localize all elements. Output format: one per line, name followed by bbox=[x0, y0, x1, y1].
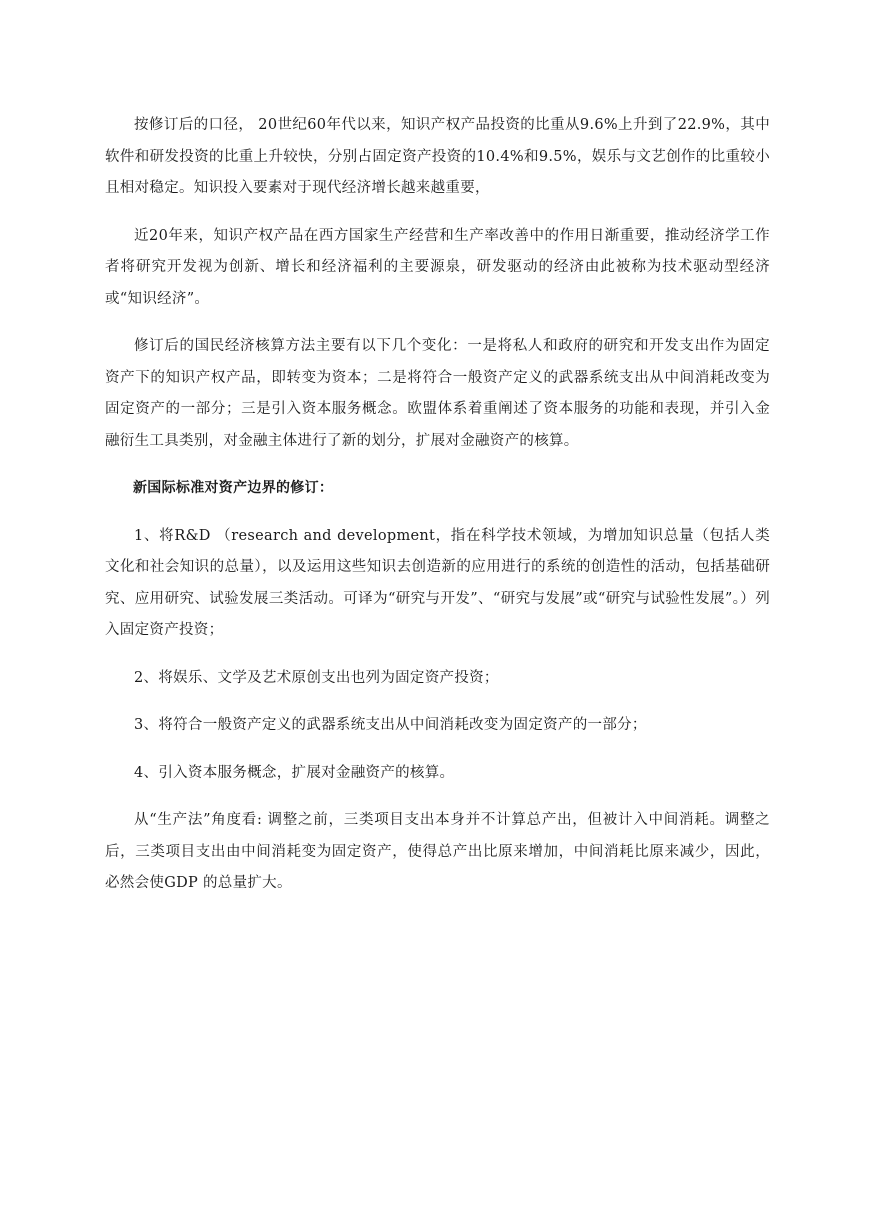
list-item-entertainment: 2、将娱乐、文学及艺术原创支出也列为固定资产投资； bbox=[134, 669, 499, 686]
paragraph-accounting-changes: 修订后的国民经济核算方法主要有以下几个变化：一是将私人和政府的研究和开发支出作为固定资产下的知识产权产品，即转变为资本；二是将符合一般资产定义的武器系统支出从中间消耗改变为固定资产的一部分；三是引入资本服务概念。欧盟体系着重阐述了资本服务的功能和表现，并引入金融衍生工具类别，对金融主体进行了新的划分，扩展对金融资产的核算。 bbox=[105, 338, 770, 449]
list-item-capital-services: 4、引入资本服务概念，扩展对金融资产的核算。 bbox=[134, 764, 455, 781]
section-heading: 新国际标准对资产边界的修订： bbox=[133, 480, 334, 496]
document-page bbox=[105, 110, 770, 916]
list-item-rnd: 1、将R&D （research and development，指在科学技术领域，为增加知识总量（包括人类文化和社会知识的总量），以及运用这些知识去创造新的应用进行的系统的创造性的活动，包括基础研究、应用研究、试验发展三类活动。可译为“研究与开发”、“研究与发展”或“研究与试验性发展”。）列入固定资产投资； bbox=[105, 527, 770, 638]
paragraph-ip-share: 按修订后的口径， 20世纪60年代以来，知识产权产品投资的比重从9.6%上升到了22.9%，其中软件和研发投资的比重上升较快，分别占固定资产投资的10.4%和9.5%，娱乐与文艺创作的比重较小且相对稳定。知识投入要素对于现代经济增长越来越重要， bbox=[105, 117, 770, 196]
paragraph-production-approach: 从“生产法”角度看: 调整之前，三类项目支出本身并不计算总产出，但被计入中间消耗。调整之后，三类项目支出由中间消耗变为固定资产，使得总产出比原来增加，中间消耗比原来减少，因此，必然会使GDP 的总量扩大。 bbox=[105, 812, 770, 891]
paragraph-knowledge-economy: 近20年来，知识产权产品在西方国家生产经营和生产率改善中的作用日渐重要，推动经济学工作者将研究开发视为创新、增长和经济福利的主要源泉，研发驱动的经济由此被称为技术驱动型经济或“知识经济”。 bbox=[105, 227, 770, 307]
list-item-weapons: 3、将符合一般资产定义的武器系统支出从中间消耗改变为固定资产的一部分； bbox=[134, 717, 647, 733]
